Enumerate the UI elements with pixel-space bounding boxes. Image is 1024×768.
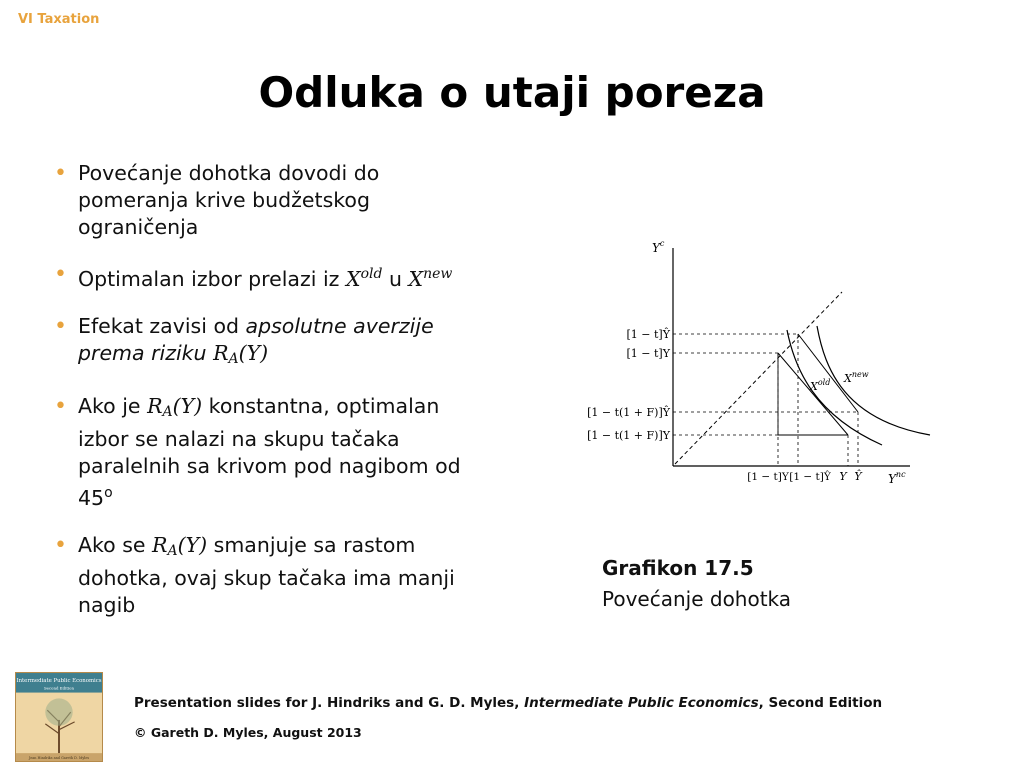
- math-sub-a: A: [162, 404, 173, 420]
- figure-number: Grafikon 17.5: [602, 556, 754, 580]
- book-cover-edition: Second Edition: [44, 685, 74, 691]
- book-cover-authors: Jean Hindriks and Gareth D. Myles: [28, 756, 90, 761]
- y-tick-label: [1 − t]Y: [626, 347, 670, 360]
- math-arg: (Y): [238, 341, 269, 365]
- bullet-item: [48, 393, 478, 512]
- y-tick-label: [1 − t(1 + F)]Ŷ: [587, 406, 670, 419]
- math-r: R: [147, 394, 163, 418]
- footer-book-title: Intermediate Public Economics: [524, 695, 759, 711]
- y-axis-label: $Y^c$: [652, 239, 665, 255]
- bullet-italic-text: apsolutne averzije prema riziku: [78, 314, 434, 365]
- degree-sup: o: [104, 485, 113, 501]
- math-arg: (Y): [172, 394, 203, 418]
- math-x-old: X: [345, 267, 361, 291]
- math-sub-a: A: [228, 351, 239, 367]
- slide-title: Odluka o utaji poreza: [258, 68, 766, 117]
- x-tick-label: [1 − t]Ŷ: [789, 471, 831, 483]
- footer-copyright: © Gareth D. Myles, August 2013: [134, 725, 362, 740]
- math-sub-a: A: [167, 543, 178, 559]
- bullet-item: [48, 313, 478, 373]
- math-r: R: [213, 341, 229, 365]
- section-tag: VI Taxation: [18, 12, 100, 27]
- bullet-text: Povećanje dohotka dovodi do pomeranja krive budžetskog ograničenja: [78, 161, 380, 239]
- bullet-item: [48, 160, 478, 241]
- math-sup-old: old: [360, 266, 383, 282]
- figure-caption-text: Povećanje dohotka: [602, 587, 792, 611]
- budget-constraint-diagram: [580, 230, 940, 500]
- math-x-new: X: [408, 267, 424, 291]
- math-r: R: [152, 533, 168, 557]
- x-axis-label: $Y^{nc}$: [888, 470, 906, 486]
- bullet-item: [48, 261, 478, 293]
- bullet-text: konstantna, optimalan izbor se nalazi na skupu tačaka paralelnih sa krivom pod nagibom od 45: [78, 394, 461, 510]
- budget-line-old: [778, 353, 848, 435]
- math-sup-new: new: [423, 266, 453, 282]
- footer-citation: Presentation slides for J. Hindriks and G. D. Myles, Intermediate Public Economics, Second Edition: [134, 695, 883, 711]
- bullet-list: [48, 160, 478, 639]
- curve-label-new: $X^{new}$: [844, 370, 869, 385]
- x-tick-label: [1 − t]Y: [747, 471, 789, 483]
- bullet-text: smanjuje sa rastom dohotka, ovaj skup tačaka ima manji nagib: [78, 533, 455, 617]
- math-arg: (Y): [177, 533, 208, 557]
- x-tick-label: Ŷ: [854, 470, 862, 483]
- book-cover-image: [15, 672, 103, 762]
- y-tick-label: [1 − t(1 + F)]Y: [587, 429, 670, 442]
- bullet-text: Optimalan izbor prelazi iz: [78, 267, 346, 291]
- bullet-text: Efekat zavisi od: [78, 314, 246, 338]
- x-tick-label: Y: [839, 470, 847, 483]
- curve-label-old: $X^{old}$: [810, 378, 831, 393]
- figure-caption: [602, 553, 791, 615]
- bullet-text: u: [382, 267, 409, 291]
- bullet-text: Ako je: [78, 394, 148, 418]
- indifference-curve-old: [787, 330, 882, 445]
- book-cover-title: Intermediate Public Economics: [16, 677, 102, 684]
- bullet-text: Ako se: [78, 533, 153, 557]
- y-tick-label: [1 − t]Ŷ: [626, 328, 670, 341]
- bullet-item: [48, 532, 478, 619]
